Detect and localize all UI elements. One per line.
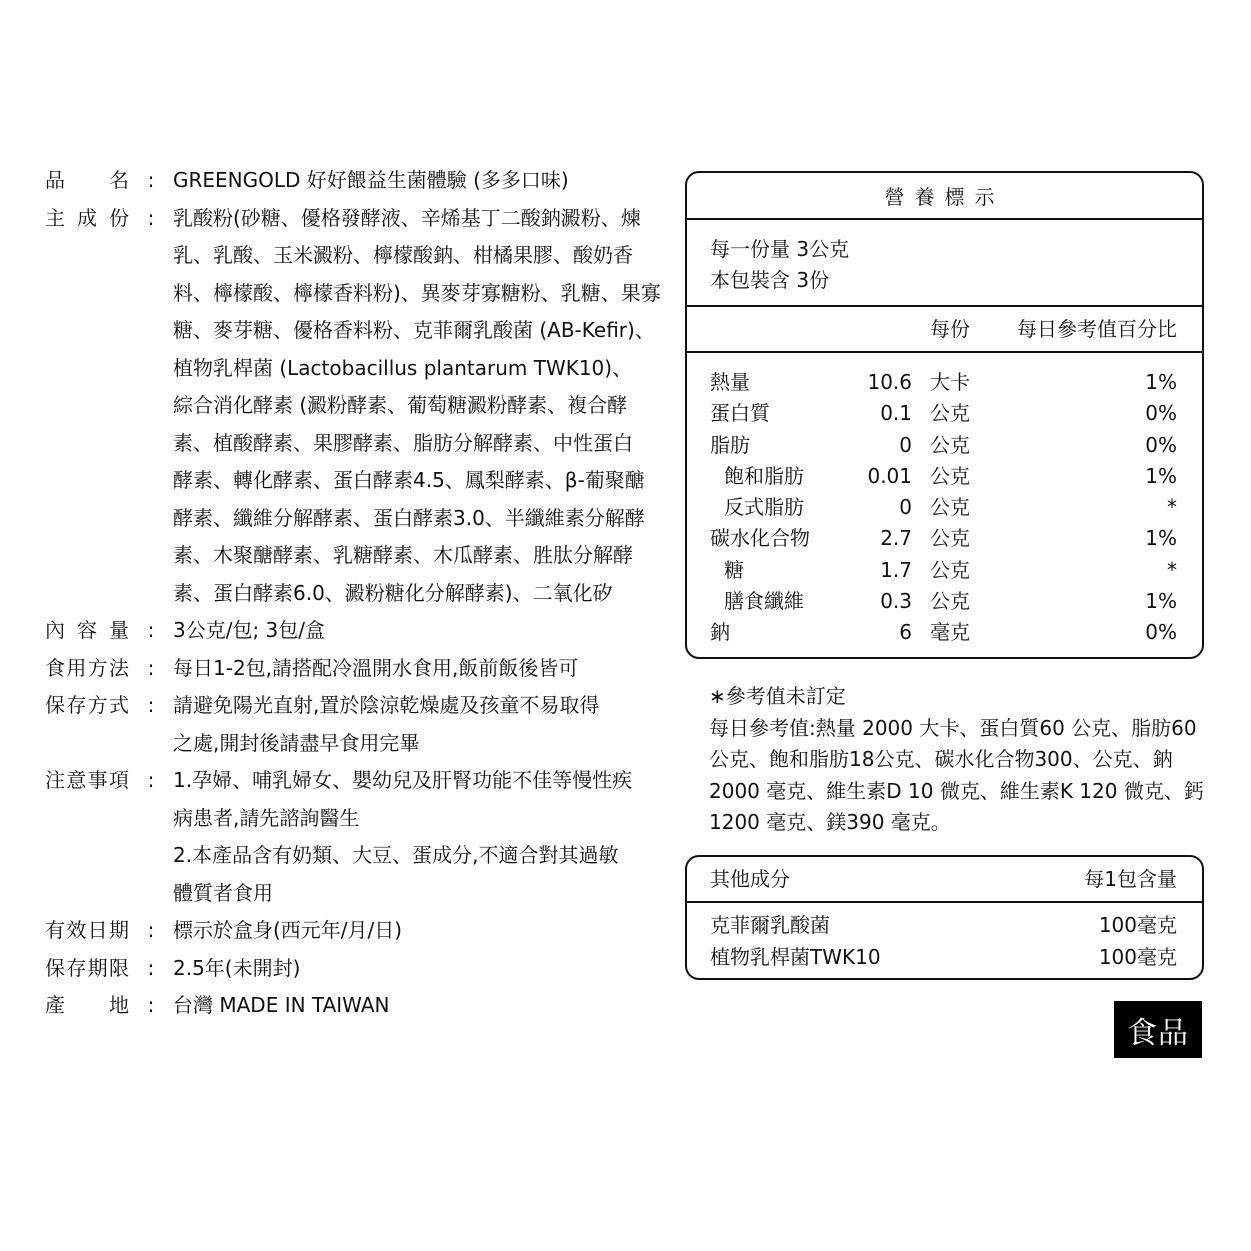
info-label: 內容量 [45,618,129,642]
nutrition-row [687,367,1202,398]
per-serving-header: 每份 [930,317,970,341]
nutrient-name: 膳食纖維 [724,589,804,614]
note-line: 公克、飽和脂肪18公克、碳水化合物300、公克、鈉 [709,747,1173,771]
info-label: 保存期限 [45,955,129,980]
info-row [45,162,645,200]
info-label: 產地 [45,993,129,1017]
info-colon: : [147,693,155,717]
nutrition-row [687,398,1202,429]
info-value [173,950,645,988]
nutrient-amount: 0 [899,495,912,520]
nutrient-unit: 公克 [930,432,970,457]
reference-note [709,681,1204,839]
nutrient-daily-pct: 1% [1145,370,1177,394]
info-value [173,687,645,762]
info-label: 食用方法 [45,655,129,680]
info-line: 3公克/包; 3包/盒 [173,618,326,642]
ingredient-row [687,942,1202,974]
info-line: 料、檸檬酸、檸檬香料粉)、異麥芽寡糖粉、乳糖、果寡 [173,280,661,305]
nutrient-daily-pct: 1% [1145,463,1177,488]
info-line: 台灣 MADE IN TAIWAN [173,993,390,1017]
nutrient-daily-pct: * [1167,557,1177,582]
nutrient-name: 飽和脂肪 [724,463,804,488]
info-label: 保存方式 [45,693,129,717]
info-value [173,162,645,200]
serving-size: 每一份量 3公克 [710,237,850,261]
info-row [45,950,645,988]
info-colon: : [147,768,155,792]
nutrition-row [687,586,1202,617]
nutrient-name: 熱量 [710,370,750,394]
info-line: 2.5年(未開封) [173,955,301,980]
info-line: 2.本產品含有奶類、大豆、蛋成分,不適合對其過敏 [173,843,619,867]
info-line: 體質者食用 [173,880,273,905]
info-line: 酵素、轉化酵素、蛋白酵素4.5、鳳梨酵素、β-葡聚醣 [173,468,645,492]
ingredient-name: 植物乳桿菌TWK10 [710,944,881,969]
nutrition-row [687,617,1202,648]
info-row [45,762,645,912]
info-line: 素、植酸酵素、果膠酵素、脂肪分解酵素、中性蛋白 [173,430,633,455]
nutrient-name: 蛋白質 [710,401,770,426]
info-row [45,687,645,762]
nutrition-row [687,492,1202,523]
servings-per-pack: 本包裝含 3份 [710,268,830,292]
info-line: 標示於盒身(西元年/月/日) [173,918,403,942]
nutrition-row [687,523,1202,554]
note-line: 2000 毫克、維生素D 10 微克、維生素K 120 微克、鈣 [709,778,1204,803]
note-line: 1200 毫克、鎂390 毫克。 [709,810,951,834]
nutrition-title: 營養標示 [687,173,1202,220]
serving-info [687,220,1202,307]
info-line: 1.孕婦、哺乳婦女、嬰幼兒及肝腎功能不佳等慢性疾 [173,768,633,792]
info-row [45,650,645,688]
info-row [45,987,645,1025]
info-line: 植物乳桿菌 (Lactobacillus plantarum TWK10)、 [173,355,633,380]
other-ingredients-header [687,857,1202,903]
info-value [173,762,645,912]
info-row [45,912,645,950]
other-ingredients-title: 其他成分 [710,867,790,891]
note-line: 每日參考值:熱量 2000 大卡、蛋白質60 公克、脂肪60 [709,715,1197,740]
nutrition-rows [687,353,1202,649]
info-line: 請避免陽光直射,置於陰涼乾燥處及孩童不易取得 [173,693,600,717]
nutrient-unit: 公克 [930,463,970,488]
nutrient-amount: 2.7 [880,526,912,551]
info-value [173,987,645,1025]
info-colon: : [147,205,155,230]
nutrient-unit: 公克 [930,495,970,520]
other-ingredients-panel [685,855,1204,980]
info-line: 酵素、纖維分解酵素、蛋白酵素3.0、半纖維素分解酵 [173,505,645,530]
nutrient-unit: 公克 [930,401,970,426]
food-badge: 食品 [1114,1001,1202,1058]
nutrient-daily-pct: 1% [1145,589,1177,614]
nutrient-amount: 0.3 [880,589,912,614]
ingredient-row [687,910,1202,942]
nutrient-name: 反式脂肪 [724,495,804,520]
note-line: ∗參考值未訂定 [709,684,846,708]
nutrient-name: 碳水化合物 [710,526,810,551]
ingredient-name: 克菲爾乳酸菌 [710,913,830,937]
info-colon: : [147,918,155,942]
nutrient-daily-pct: * [1167,495,1177,520]
info-line: 綜合消化酵素 (澱粉酵素、葡萄糖澱粉酵素、複合酵 [173,393,628,417]
nutrient-amount: 1.7 [880,557,912,582]
nutrient-daily-pct: 0% [1145,401,1177,426]
info-value [173,912,645,950]
nutrient-unit: 大卡 [930,370,970,394]
info-colon: : [147,655,155,680]
product-info [45,162,661,1025]
info-line: 素、木聚醣酵素、乳糖酵素、木瓜酵素、胜肽分解酵 [173,543,633,567]
nutrient-daily-pct: 0% [1145,620,1177,645]
nutrient-amount: 0 [899,432,912,457]
nutrient-unit: 公克 [930,589,970,614]
nutrition-row [687,555,1202,586]
amount-per-pack-header: 每1包含量 [1084,867,1177,891]
nutrient-name: 糖 [724,557,744,582]
nutrient-unit: 公克 [930,526,970,551]
info-value [173,200,661,613]
info-label: 主成份 [45,205,129,230]
info-line: 病患者,請先諮詢醫生 [173,805,360,830]
info-line: 之處,開封後請盡早食用完畢 [173,730,420,755]
info-colon: : [147,955,155,980]
info-line: 乳、乳酸、玉米澱粉、檸檬酸鈉、柑橘果膠、酸奶香 [173,243,633,267]
other-ingredients-rows [687,903,1202,973]
nutrient-amount: 6 [899,620,912,645]
info-line: 每日1-2包,請搭配冷溫開水食用,飯前飯後皆可 [173,655,579,680]
nutrient-name: 鈉 [710,620,730,645]
info-line: GREENGOLD 好好餵益生菌體驗 (多多口味) [173,168,569,192]
info-colon: : [147,618,155,642]
nutrient-amount: 0.01 [867,463,912,488]
info-value [173,650,645,688]
nutrient-name: 脂肪 [710,432,750,457]
nutrition-header [687,307,1202,353]
info-label: 有效日期 [45,918,129,942]
nutrient-unit: 毫克 [930,620,970,645]
nutrient-daily-pct: 1% [1145,526,1177,551]
info-row [45,200,661,613]
nutrient-amount: 0.1 [880,401,912,426]
info-colon: : [147,993,155,1017]
info-colon: : [147,168,155,192]
nutrition-row [687,461,1202,492]
daily-value-header: 每日參考值百分比 [1017,317,1177,341]
nutrient-amount: 10.6 [867,370,912,394]
info-row [45,612,645,650]
info-value [173,612,645,650]
info-line: 乳酸粉(砂糖、優格發酵液、辛烯基丁二酸鈉澱粉、煉 [173,205,641,230]
info-line: 糖、麥芽糖、優格香料粉、克菲爾乳酸菌 (AB-Kefir)、 [173,318,655,342]
info-label: 品名 [45,168,129,192]
nutrition-facts-panel [685,171,1204,659]
info-label: 注意事項 [45,768,129,792]
nutrient-unit: 公克 [930,557,970,582]
info-line: 素、蛋白酵素6.0、澱粉糖化分解酵素)、二氧化矽 [173,580,613,605]
nutrient-daily-pct: 0% [1145,432,1177,457]
nutrition-row [687,430,1202,461]
ingredient-amount: 100毫克 [1098,944,1177,969]
ingredient-amount: 100毫克 [1098,913,1177,937]
